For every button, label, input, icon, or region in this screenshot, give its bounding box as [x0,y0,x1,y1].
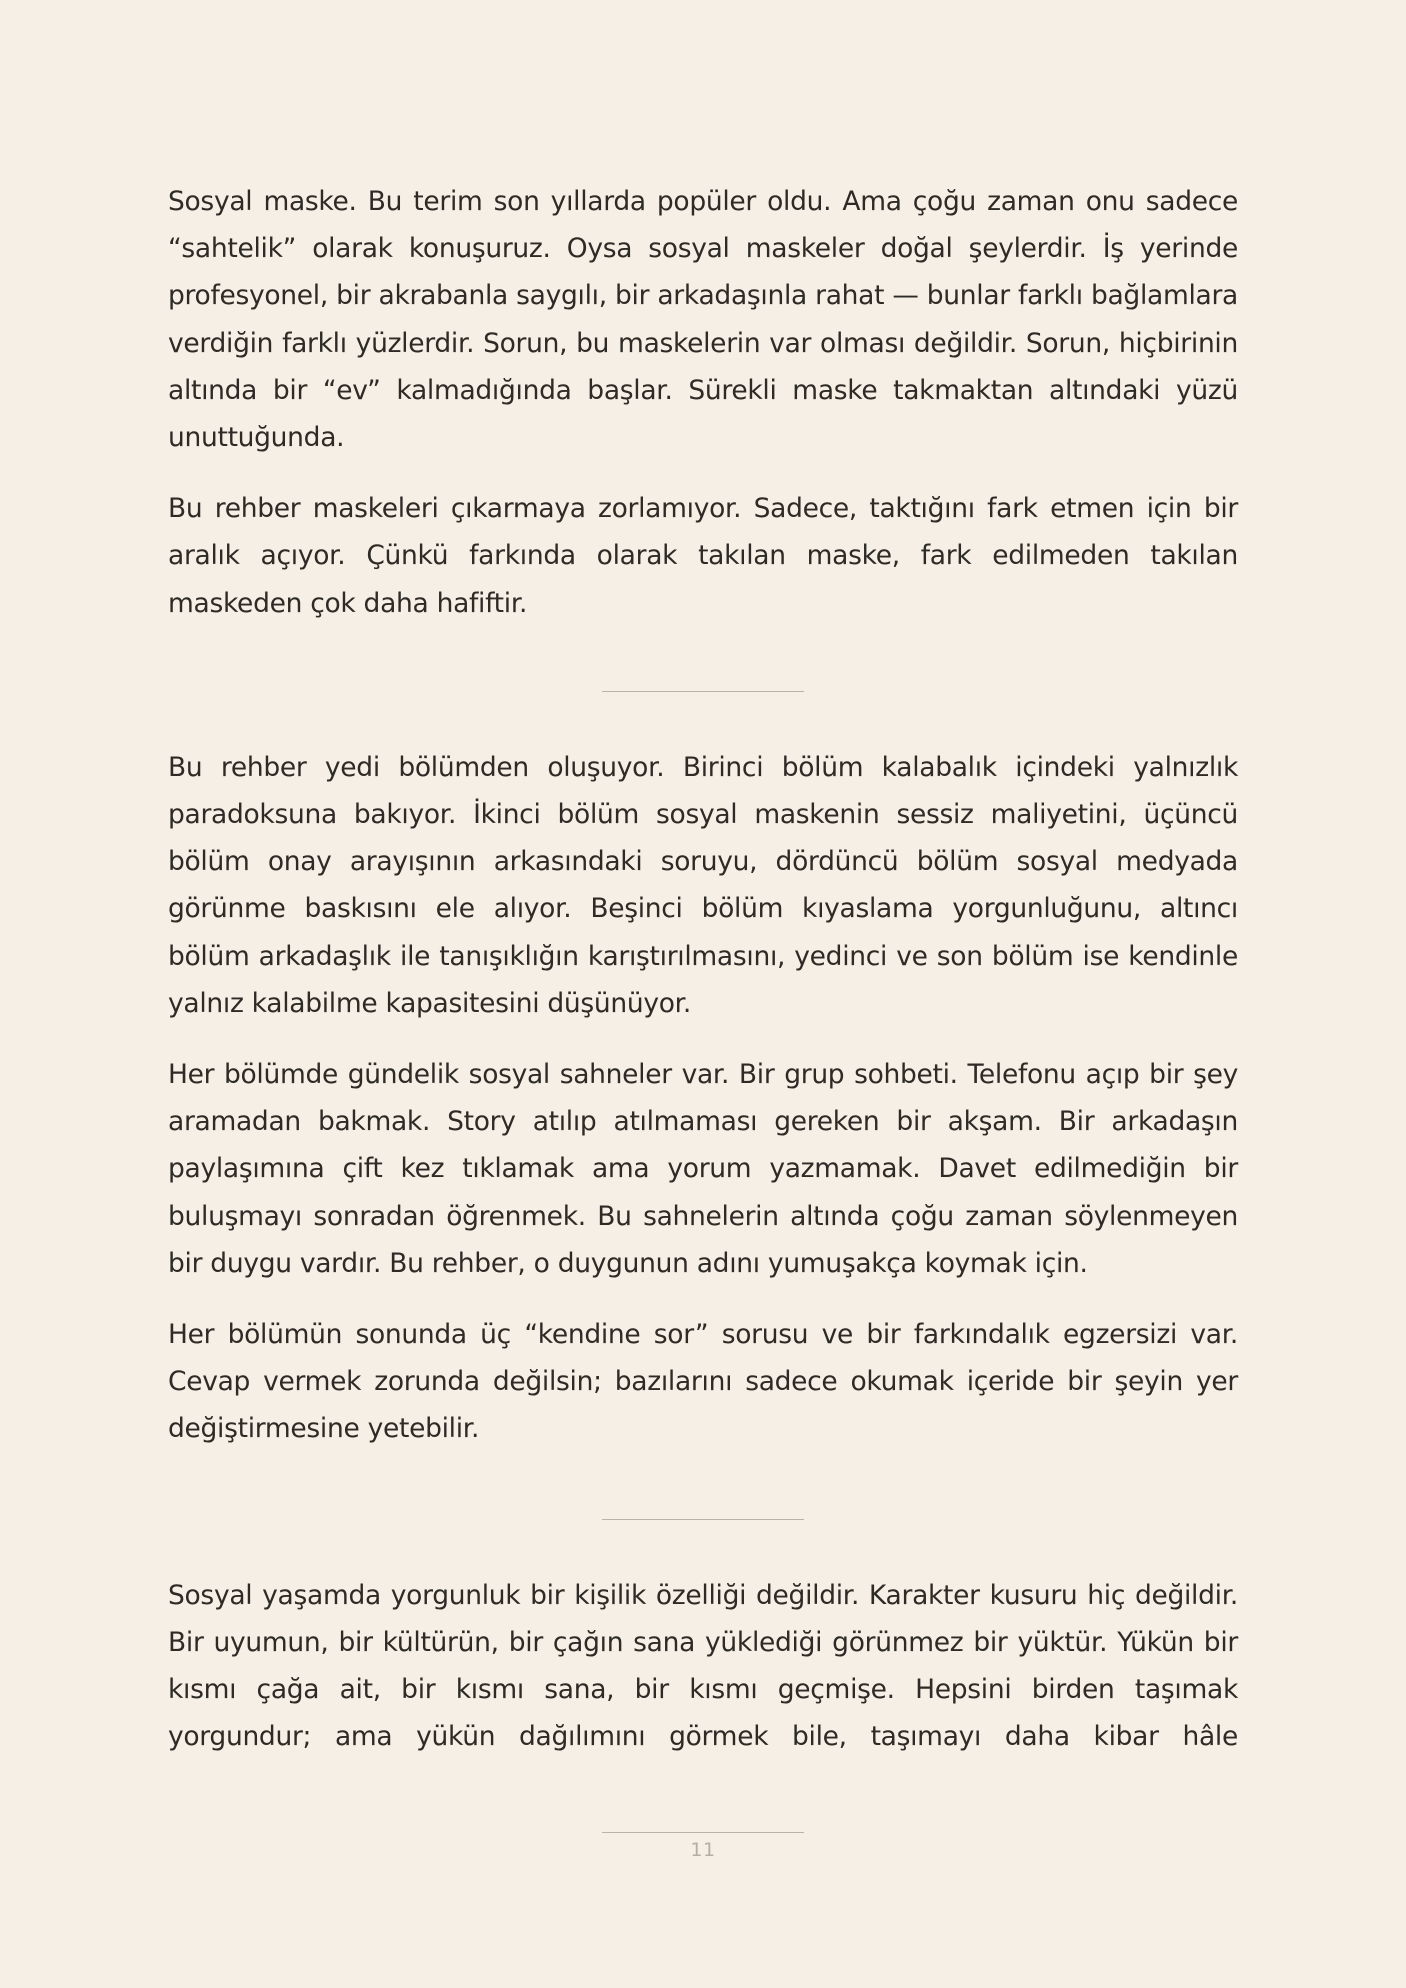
page-content [168,178,1238,1760]
page-number: 11 [690,1839,716,1861]
body-paragraph-6: Sosyal yaşamda yorgunluk bir kişilik özelliği değildir. Karakter kusuru hiç değildir. Bir uyumun, bir kültürün, bir çağın sana yüklediği görünmez bir yüktür. Yükün bir kısmı çağa ait, bir kısmı sana, bir kısmı geçmişe. Hepsini birden taşımak yorgundur; ama yükün dağılımını görmek bile, taşımayı daha kibar hâle [168,1579,1238,1753]
footer-rule [602,1832,804,1833]
page-footer [0,1832,1406,1861]
body-paragraph-5: Her bölümün sonunda üç “kendine sor” sorusu ve bir farkındalık egzersizi var. Cevap vermek zorunda değilsin; bazılarını sadece okumak içeride bir şeyin yer değiştirmesine yetebilir. [168,1319,1238,1445]
section-divider [602,691,804,692]
section-divider [602,1519,804,1520]
body-paragraph-2: Bu rehber maskeleri çıkarmaya zorlamıyor. Sadece, taktığını fark etmen için bir aralık açıyor. Çünkü farkında olarak takılan maske, fark edilmeden takılan maskeden çok daha hafiftir. [168,493,1238,619]
body-paragraph-1: Sosyal maske. Bu terim son yıllarda popüler oldu. Ama çoğu zaman onu sadece “sahtelik” olarak konuşuruz. Oysa sosyal maskeler doğal şeylerdir. İş yerinde profesyonel, bir akrabanla saygılı, bir arkadaşınla rahat — bunlar farklı bağlamlara verdiğin farklı yüzlerdir. Sorun, bu maskelerin var olması değildir. Sorun, hiçbirinin altında bir “ev” kalmadığında başlar. Sürekli maske takmaktan altındaki yüzü unuttuğunda. [168,186,1238,454]
body-paragraph-3: Bu rehber yedi bölümden oluşuyor. Birinci bölüm kalabalık içindeki yalnızlık paradoksuna bakıyor. İkinci bölüm sosyal maskenin sessiz maliyetini, üçüncü bölüm onay arayışının arkasındaki soruyu, dördüncü bölüm sosyal medyada görünme baskısını ele alıyor. Beşinci bölüm kıyaslama yorgunluğunu, altıncı bölüm arkadaşlık ile tanışıklığın karıştırılmasını, yedinci ve son bölüm ise kendinle yalnız kalabilme kapasitesini düşünüyor. [168,751,1238,1019]
body-paragraph-4: Her bölümde gündelik sosyal sahneler var. Bir grup sohbeti. Telefonu açıp bir şey aramadan bakmak. Story atılıp atılmaması gereken bir akşam. Bir arkadaşın paylaşımına çift kez tıklamak ama yorum yazmamak. Davet edilmediğin bir buluşmayı sonradan öğrenmek. Bu sahnelerin altında çoğu zaman söylenmeyen bir duygu vardır. Bu rehber, o duygunun adını yumuşakça koymak için. [168,1059,1238,1279]
